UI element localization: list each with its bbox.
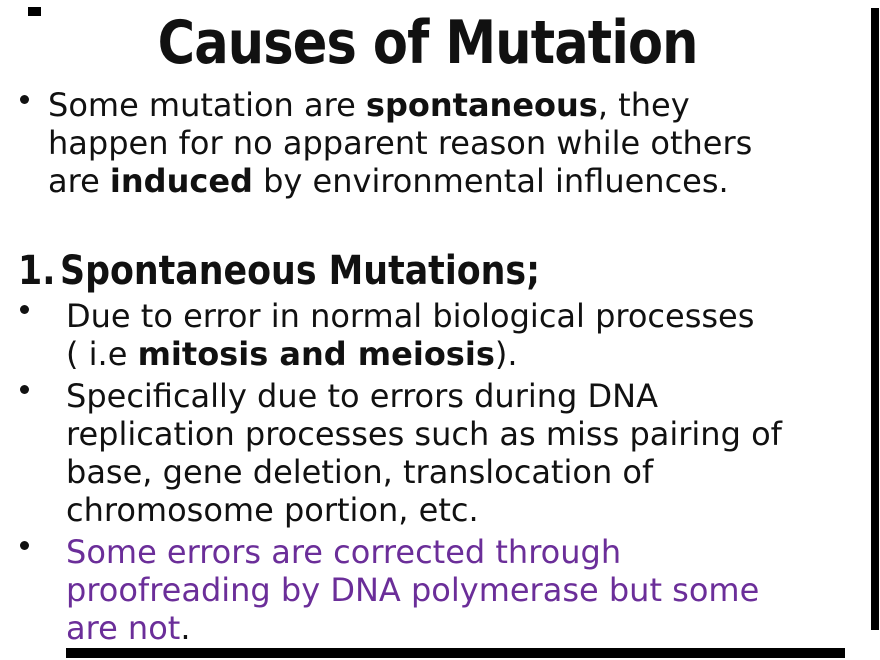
text-segment: are not: [66, 609, 181, 647]
numbered-heading: [0, 248, 860, 294]
text-line: Some errors are corrected through: [66, 533, 622, 571]
sub-bullet-errors-text: [66, 533, 860, 647]
bullet-dot-icon: [20, 305, 29, 314]
right-edge-bar: [871, 8, 879, 630]
intro-bullet-text: [48, 86, 860, 200]
text-line: [48, 162, 860, 200]
sub-bullet-due-text: [66, 297, 860, 373]
text-line: Due to error in normal biological processes: [66, 297, 755, 335]
heading-number: 1.: [18, 248, 56, 294]
sub-bullet-specifically: [0, 377, 860, 529]
text-line: replication processes such as miss pairing of: [66, 415, 782, 453]
sub-bullet-specifically-text: [66, 377, 860, 529]
heading-label: Spontaneous Mutations;: [60, 248, 541, 294]
text-line: happen for no apparent reason while others: [48, 124, 753, 162]
bold-text-segment: mitosis and meiosis: [137, 335, 495, 373]
text-segment: are: [48, 162, 110, 200]
text-line: [66, 335, 860, 373]
intro-bullet-item: [0, 86, 860, 200]
text-segment: by environmental influences.: [252, 162, 729, 200]
bullet-dot-icon: [20, 95, 29, 104]
text-segment: Some mutation are: [48, 86, 366, 124]
text-segment: .: [180, 609, 191, 647]
text-segment: , they: [597, 86, 690, 124]
text-line: chromosome portion, etc.: [66, 491, 479, 529]
text-line: [48, 86, 860, 124]
page-title: Causes of Mutation: [158, 8, 698, 78]
bold-text-segment: induced: [109, 162, 253, 200]
sub-bullet-due: [0, 297, 860, 373]
sub-bullet-errors: [0, 533, 860, 647]
text-line: proofreading by DNA polymerase but some: [66, 571, 760, 609]
text-line: Specifically due to errors during DNA: [66, 377, 658, 415]
bullet-dot-icon: [20, 385, 29, 394]
bold-text-segment: spontaneous: [365, 86, 598, 124]
text-line: [66, 609, 860, 647]
title-row: [0, 10, 856, 76]
text-segment: ( i.e: [66, 335, 138, 373]
bullet-dot-icon: [20, 541, 29, 550]
text-line: base, gene deletion, translocation of: [66, 453, 654, 491]
bottom-edge-bar: [66, 648, 845, 658]
text-segment: ).: [494, 335, 518, 373]
